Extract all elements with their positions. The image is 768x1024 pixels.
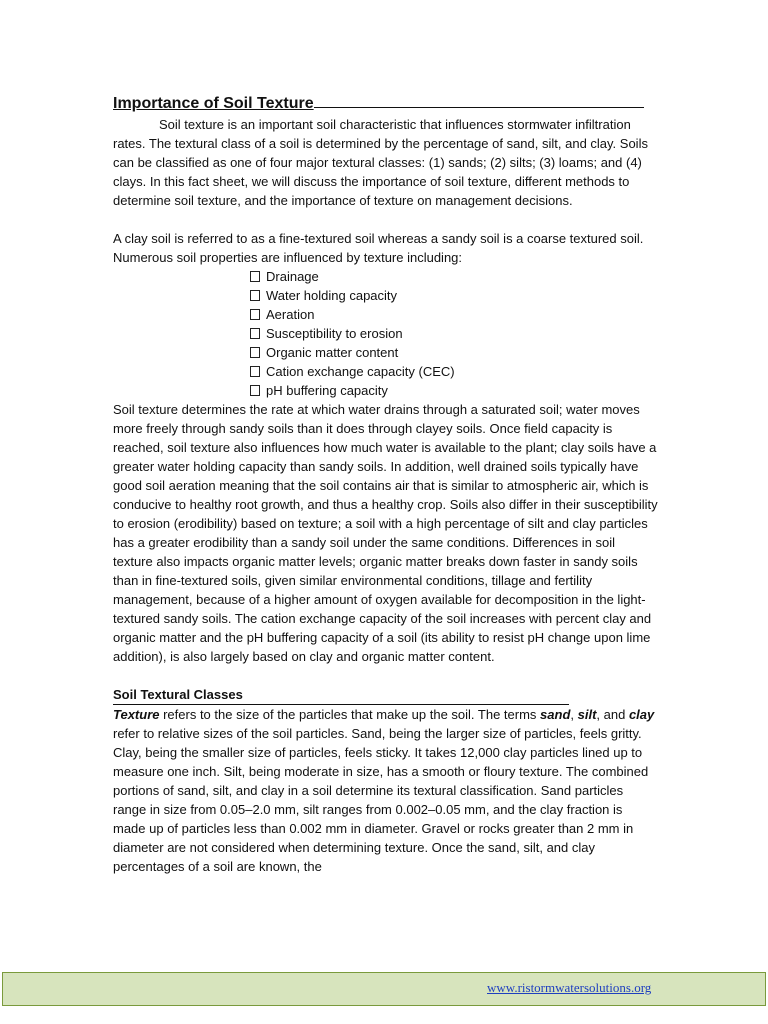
list-item-label: Water holding capacity	[266, 288, 398, 303]
list-item-label: Drainage	[266, 269, 319, 284]
list-item-label: pH buffering capacity	[266, 383, 388, 398]
list-item-label: Aeration	[266, 307, 315, 322]
list-item	[250, 305, 658, 324]
checkbox-bullet-icon	[250, 309, 260, 320]
list-item-label: Cation exchange capacity (CEC)	[266, 364, 455, 379]
footer-bar	[2, 972, 766, 1006]
checkbox-bullet-icon	[250, 271, 260, 282]
text-run: refers to the size of the particles that make up the soil. The terms	[159, 707, 541, 722]
page-title-text: Importance of Soil Texture	[113, 95, 314, 112]
texture-effects-paragraph: Soil texture determines the rate at which water drains through a saturated soil; water moves more freely through sandy soils than it does through clayey soils. Once field capacity is reached, soil texture also influences how much water is available to the plant; clay soils have a greater water holding capacity than sandy soils. In addition, well drained soils typically have good soil aeration meaning that the soil contains air that is similar to atmospheric air, which is conducive to healthy root growth, and thus a healthy crop. Soils also differ in their susceptibility to erosion (erodibility) based on texture; a soil with a high percentage of silt and clay particles has a greater erodibility than a sandy soil under the same conditions. Differences in soil texture also impacts organic matter levels; organic matter breaks down faster in sandy soils than in fine-textured soils, given similar environmental conditions, tillage and fertility management, because of a higher amount of oxygen available for decomposition in the light-textured sandy soils. The cation exchange capacity of the soil increases with percent clay and organic matter and the pH buffering capacity of a soil (its ability to resist pH change upon lime addition), is also largely based on clay and organic matter content.	[113, 402, 658, 664]
textural-classes-paragraph	[113, 705, 658, 876]
soil-property-list	[113, 267, 658, 400]
page-title	[113, 92, 658, 115]
list-item	[250, 286, 658, 305]
list-item	[250, 362, 658, 381]
term-texture: Texture	[113, 707, 160, 722]
term-sand: sand	[540, 707, 571, 722]
clay-paragraph: A clay soil is referred to as a fine-textured soil whereas a sandy soil is a coarse textured soil. Numerous soil properties are influenced by texture including:	[113, 231, 644, 265]
section-heading-textural-classes: Soil Textural Classes	[113, 685, 569, 705]
list-item	[250, 343, 658, 362]
term-silt: silt	[577, 707, 597, 722]
checkbox-bullet-icon	[250, 290, 260, 301]
paragraph-gap	[113, 210, 658, 229]
text-run: refer to relative sizes of the soil particles. Sand, being the larger size of particles, feels gritty. Clay, being the smaller size of particles, feels sticky. It takes 12,000 clay particles lined up to measure one inch. Silt, being moderate in size, has a smooth or floury texture. The combined portions of sand, silt, and clay in a soil determine its textural classification. Sand particles range in size from 0.05–2.0 mm, silt ranges from 0.002–0.05 mm, and the clay fraction is made up of particles less than 0.002 mm in diameter. Gravel or rocks greater than 2 mm in diameter are not considered when determining texture. Once the sand, silt, and clay percentages of a soil are known, the	[113, 726, 649, 874]
checkbox-bullet-icon	[250, 347, 260, 358]
text-run: ,	[570, 707, 578, 722]
checkbox-bullet-icon	[250, 328, 260, 339]
list-item-label: Susceptibility to erosion	[266, 326, 403, 341]
intro-paragraph: Soil texture is an important soil characteristic that influences stormwater infiltration rates. The textural class of a soil is determined by the percentage of sand, silt, and clay. Soils can be classified as one of four major textural classes: (1) sands; (2) silts; (3) loams; and (4) clays. In this fact sheet, we will discuss the importance of soil texture, different methods to determine soil texture, and the importance of texture on management decisions.	[113, 117, 648, 208]
term-clay: clay	[628, 707, 655, 722]
list-item-label: Organic matter content	[266, 345, 399, 360]
list-item	[250, 324, 658, 343]
checkbox-bullet-icon	[250, 385, 260, 396]
title-underline-rule	[314, 92, 644, 108]
paragraph-gap	[113, 666, 658, 685]
document-page	[113, 92, 658, 876]
text-run: , and	[596, 707, 629, 722]
list-item	[250, 267, 658, 286]
checkbox-bullet-icon	[250, 366, 260, 377]
list-item	[250, 381, 658, 400]
website-link[interactable]: www.ristormwatersolutions.org	[487, 980, 652, 995]
